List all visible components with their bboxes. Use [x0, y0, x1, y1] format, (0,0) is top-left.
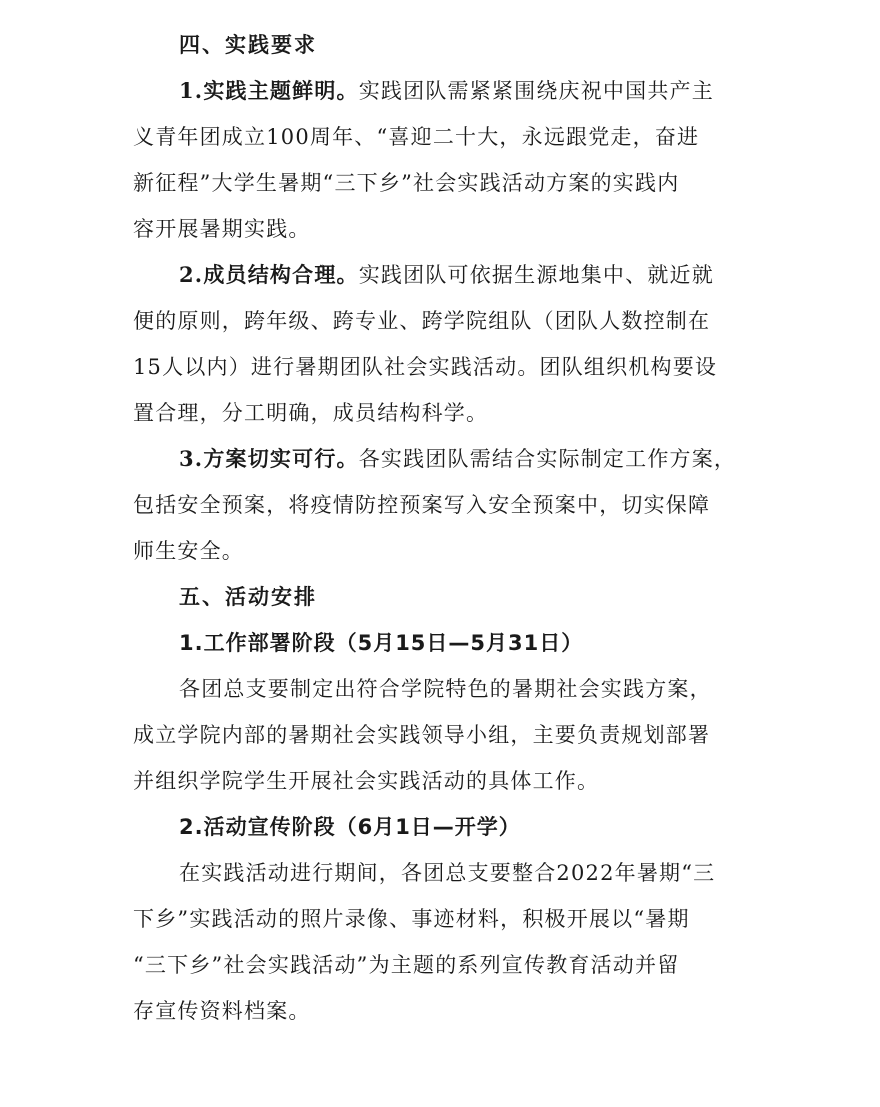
item-2-text: 实践团队可依据生源地集中、就近就	[358, 263, 714, 287]
item-2-line: 15人以内）进行暑期团队社会实践活动。团队组织机构要设	[133, 355, 718, 379]
stage-2-line: 下乡”实践活动的照片录像、事迹材料，积极开展以“暑期	[133, 907, 690, 931]
item-3-line: 包括安全预案，将疫情防控预案写入安全预案中，切实保障	[133, 493, 711, 517]
item-1-first-line	[133, 68, 753, 114]
stage-1-line: 成立学院内部的暑期社会实践领导小组，主要负责规划部署	[133, 723, 711, 747]
item-2-line: 置合理，分工明确，成员结构科学。	[133, 401, 489, 425]
item-2-line: 便的原则，跨年级、跨专业、跨学院组队（团队人数控制在	[133, 309, 711, 333]
item-1-line: 义青年团成立100周年、“喜迎二十大，永远跟党走，奋进	[133, 125, 700, 149]
item-3-text: 各实践团队需结合实际制定工作方案，	[358, 447, 737, 471]
stage-2-line: 在实践活动进行期间，各团总支要整合2022年暑期“三	[179, 861, 716, 885]
item-2-first-line	[133, 252, 753, 298]
stage-1-heading: 1.工作部署阶段（5月15日—5月31日）	[179, 631, 584, 655]
item-3-line: 师生安全。	[133, 539, 244, 563]
item-1-text: 实践团队需紧紧围绕庆祝中国共产主	[358, 79, 714, 103]
stage-2-line: “三下乡”社会实践活动”为主题的系列宣传教育活动并留	[133, 953, 680, 977]
item-3-first-line	[133, 436, 753, 482]
stage-1-line: 并组织学院学生开展社会实践活动的具体工作。	[133, 769, 600, 793]
document-page	[133, 22, 753, 1034]
item-3-label: 3.方案切实可行。	[179, 446, 359, 471]
section-4-title: 四、实践要求	[179, 33, 317, 57]
item-1-line: 容开展暑期实践。	[133, 217, 311, 241]
item-1-label: 1.实践主题鲜明。	[179, 78, 359, 103]
item-2-label: 2.成员结构合理。	[179, 262, 359, 287]
item-1-line: 新征程”大学生暑期“三下乡”社会实践活动方案的实践内	[133, 171, 680, 195]
stage-2-heading: 2.活动宣传阶段（6月1日—开学）	[179, 815, 521, 839]
stage-1-line: 各团总支要制定出符合学院特色的暑期社会实践方案，	[179, 677, 712, 701]
stage-2-line: 存宣传资料档案。	[133, 999, 311, 1023]
section-5-title: 五、活动安排	[179, 585, 317, 609]
